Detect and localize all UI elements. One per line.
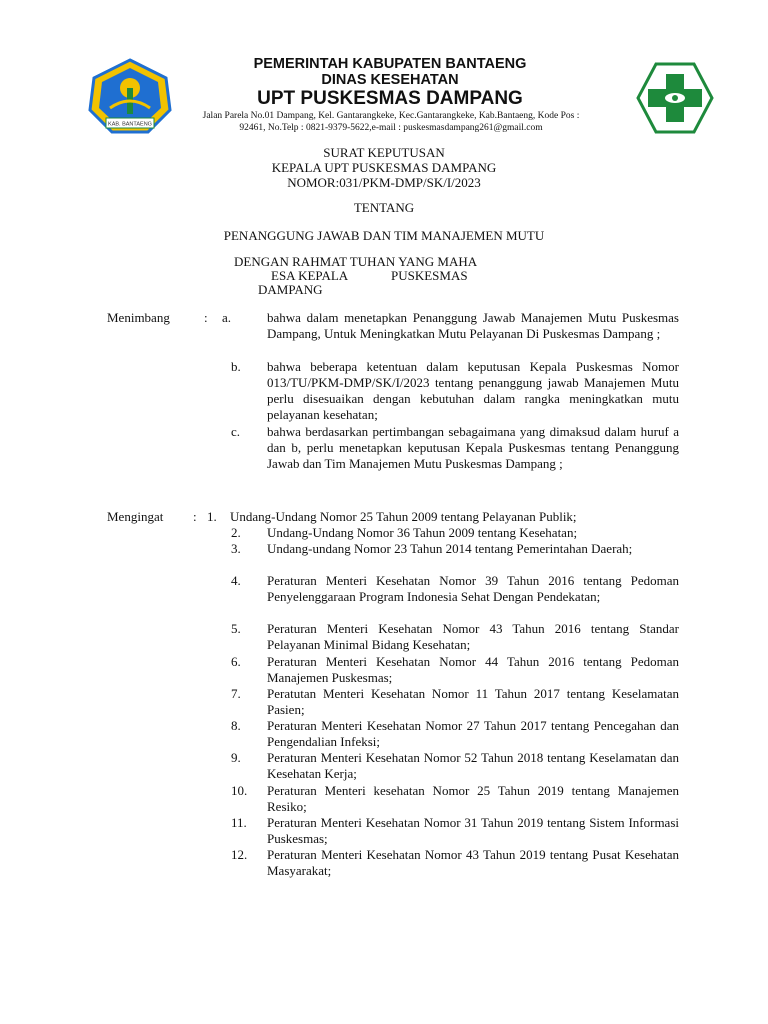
rahmat-line1: DENGAN RAHMAT TUHAN YANG MAHA [234, 254, 478, 269]
decree-number: NOMOR:031/PKM-DMP/SK/I/2023 [287, 175, 481, 190]
menimbang-item-c: bahwa berdasarkan pertimbangan sebagaimana yang dimaksud dalam huruf a dan b, perlu menetapkan keputusan Kepala Puskesmas tentang Penanggung Jawab dan Tim Manajemen Mutu Puskesmas Dampang ; [267, 424, 679, 471]
header-government: PEMERINTAH KABUPATEN BANTAENG [253, 56, 527, 72]
emblem-label: KAB. BANTAENG [108, 121, 152, 128]
menimbang-letter-b: b. [231, 359, 241, 374]
bantaeng-emblem-logo [86, 58, 174, 136]
mengingat-item-4: Peraturan Menteri Kesehatan Nomor 39 Tahun 2016 tentang Pedoman Penyelenggaraan Program Indonesia Sehat Dengan Pendekatan; [267, 573, 679, 604]
menimbang-label: Menimbang [107, 310, 170, 325]
mengingat-item-10: Peraturan Menteri kesehatan Nomor 25 Tahun 2019 tentang Manajemen Resiko; [267, 783, 679, 814]
menimbang-letter-a: a. [222, 310, 232, 325]
mengingat-item-1: Undang-Undang Nomor 25 Tahun 2009 tentang Pelayanan Publik; [230, 509, 577, 524]
mengingat-num-11: 11. [231, 815, 247, 830]
mengingat-item-3: Undang-undang Nomor 23 Tahun 2014 tentang Pemerintahan Daerah; [267, 541, 633, 556]
menimbang-item-a: bahwa dalam menetapkan Penanggung Jawab Manajemen Mutu Puskesmas Dampang, Untuk Meningkatkan Mutu Pelayanan Di Puskesmas Dampang ; [267, 310, 679, 341]
mengingat-num-9: 9. [231, 750, 241, 765]
decree-tentang: TENTANG [353, 200, 415, 215]
mengingat-num-1: 1. [207, 509, 217, 524]
mengingat-item-7: Peratutan Menteri Kesehatan Nomor 11 Tahun 2017 tentang Keselamatan Pasien; [267, 686, 679, 717]
mengingat-num-12: 12. [231, 847, 248, 862]
mengingat-item-8: Peraturan Menteri Kesehatan Nomor 27 Tahun 2017 tentang Pencegahan dan Pengendalian Infeksi; [267, 718, 679, 749]
header-address-line1: Jalan Parela No.01 Dampang, Kel. Gantarangkeke, Kec.Gantarangkeke, Kab.Bantaeng, Kode Pos : [202, 111, 580, 121]
mengingat-num-3: 3. [231, 541, 241, 556]
mengingat-num-4: 4. [231, 573, 241, 588]
header-address-line2: 92461, No.Telp : 0821-9379-5622,e-mail : puskesmasdampang261@gmail.com [239, 123, 543, 133]
header-department: DINAS KESEHATAN [321, 72, 459, 88]
rahmat-line3: DAMPANG [258, 282, 323, 297]
mengingat-label: Mengingat [107, 509, 164, 524]
mengingat-item-2: Undang-Undang Nomor 36 Tahun 2009 tentang Kesehatan; [267, 525, 578, 540]
mengingat-colon: : [193, 509, 197, 524]
menimbang-item-b: bahwa beberapa ketentuan dalam keputusan Kepala Puskesmas Nomor 013/TU/PKM-DMP/SK/I/2023 tentang penanggung jawab Manajemen Mutu perlu disesuaikan dengan kebutuhan dalam rangka meningkatkan mutu pelayanan kesehatan; [267, 359, 679, 422]
mengingat-num-7: 7. [231, 686, 241, 701]
mengingat-num-6: 6. [231, 654, 241, 669]
decree-title: SURAT KEPUTUSAN [323, 145, 445, 160]
mengingat-item-5: Peraturan Menteri Kesehatan Nomor 43 Tahun 2016 tentang Standar Pelayanan Minimal Bidang Kesehatan; [267, 621, 679, 652]
mengingat-item-12: Peraturan Menteri Kesehatan Nomor 43 Tahun 2019 tentang Pusat Kesehatan Masyarakat; [267, 847, 679, 878]
mengingat-item-9: Peraturan Menteri Kesehatan Nomor 52 Tahun 2018 tentang Keselamatan dan Kesehatan Kerja; [267, 750, 679, 781]
mengingat-item-6: Peraturan Menteri Kesehatan Nomor 44 Tahun 2016 tentang Pedoman Manajemen Puskesmas; [267, 654, 679, 685]
menimbang-colon: : [204, 310, 208, 325]
header-institution: UPT PUSKESMAS DAMPANG [257, 88, 523, 109]
rahmat-line2a: ESA KEPALA [271, 268, 349, 283]
mengingat-num-8: 8. [231, 718, 241, 733]
mengingat-num-2: 2. [231, 525, 241, 540]
mengingat-num-5: 5. [231, 621, 241, 636]
mengingat-item-11: Peraturan Menteri Kesehatan Nomor 31 Tahun 2019 tentang Sistem Informasi Puskesmas; [267, 815, 679, 846]
decree-issuer: KEPALA UPT PUSKESMAS DAMPANG [271, 160, 497, 175]
menimbang-letter-c: c. [231, 424, 241, 439]
rahmat-line2b: PUSKESMAS [391, 268, 468, 283]
puskesmas-logo [636, 62, 714, 134]
decree-subject: PENANGGUNG JAWAB DAN TIM MANAJEMEN MUTU [223, 228, 545, 243]
mengingat-num-10: 10. [231, 783, 248, 798]
